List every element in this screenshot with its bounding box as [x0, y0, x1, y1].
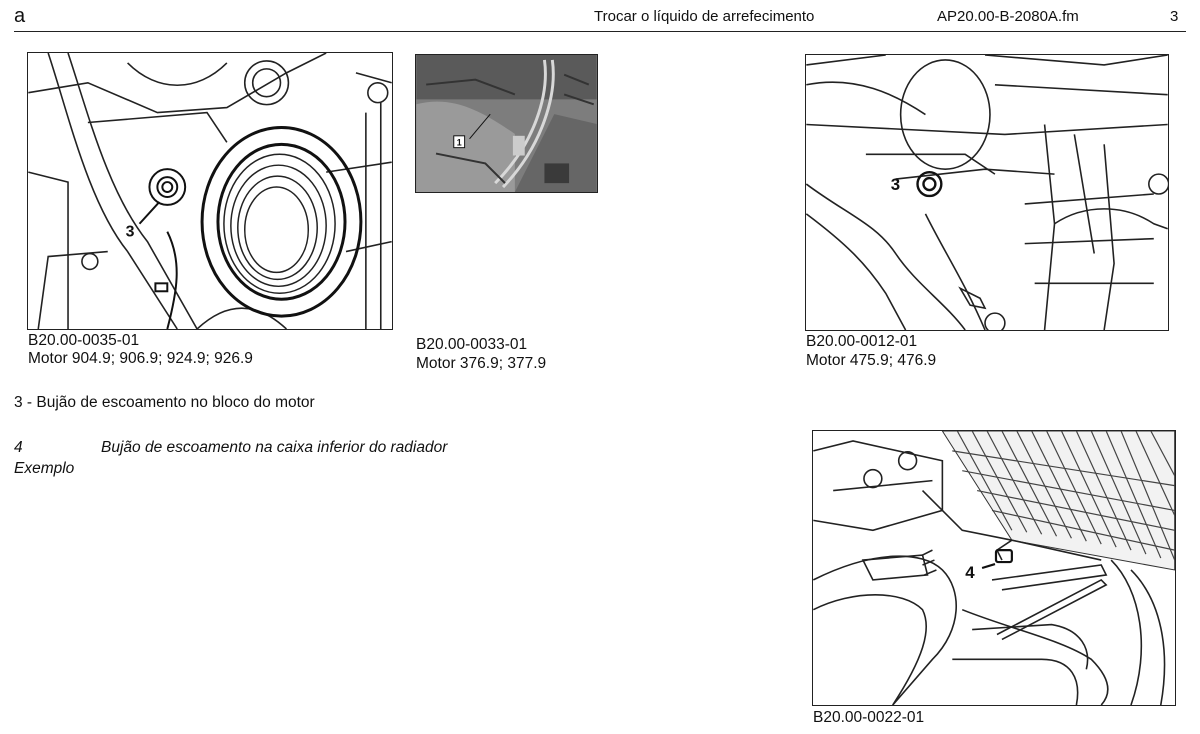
- engine-475-illustration: [806, 55, 1168, 330]
- legend-item-4-note: Exemplo: [14, 460, 75, 477]
- header-page-number: 3: [1170, 8, 1179, 25]
- radiator-illustration: [813, 431, 1175, 705]
- figure-engine-block-drain: [27, 52, 393, 330]
- engine-photo: [416, 55, 597, 192]
- header-title: Trocar o líquido de arrefecimento: [594, 8, 815, 25]
- figure3-callout: 3: [890, 175, 901, 195]
- figure3-caption: Motor 475.9; 476.9: [806, 352, 937, 369]
- figure2-caption: Motor 376.9; 377.9: [416, 355, 547, 372]
- figure1-callout: 3: [125, 223, 135, 241]
- figure-radiator-drain: [812, 430, 1176, 706]
- figure3-code: B20.00-0012-01: [806, 333, 918, 350]
- figure4-callout: 4: [965, 562, 975, 582]
- header-rule: [14, 31, 1186, 32]
- figure-engine-475-drain: [805, 54, 1169, 331]
- figure4-code: B20.00-0022-01: [813, 709, 925, 726]
- figure1-code: B20.00-0035-01: [28, 332, 140, 349]
- figure1-caption: Motor 904.9; 906.9; 924.9; 926.9: [28, 350, 253, 367]
- legend-item-4-number: 4: [14, 439, 23, 456]
- engine-block-illustration: [28, 53, 392, 329]
- figure-photo-engine: [415, 54, 598, 193]
- figure2-code: B20.00-0033-01: [416, 336, 528, 353]
- legend-item-3: 3 - Bujão de escoamento no bloco do motor: [14, 394, 315, 411]
- header-mark: a: [14, 5, 26, 27]
- legend-item-4-text: Bujão de escoamento na caixa inferior do radiador: [101, 439, 448, 456]
- figure2-callout: 1: [456, 137, 462, 148]
- header-file: AP20.00-B-2080A.fm: [937, 8, 1079, 25]
